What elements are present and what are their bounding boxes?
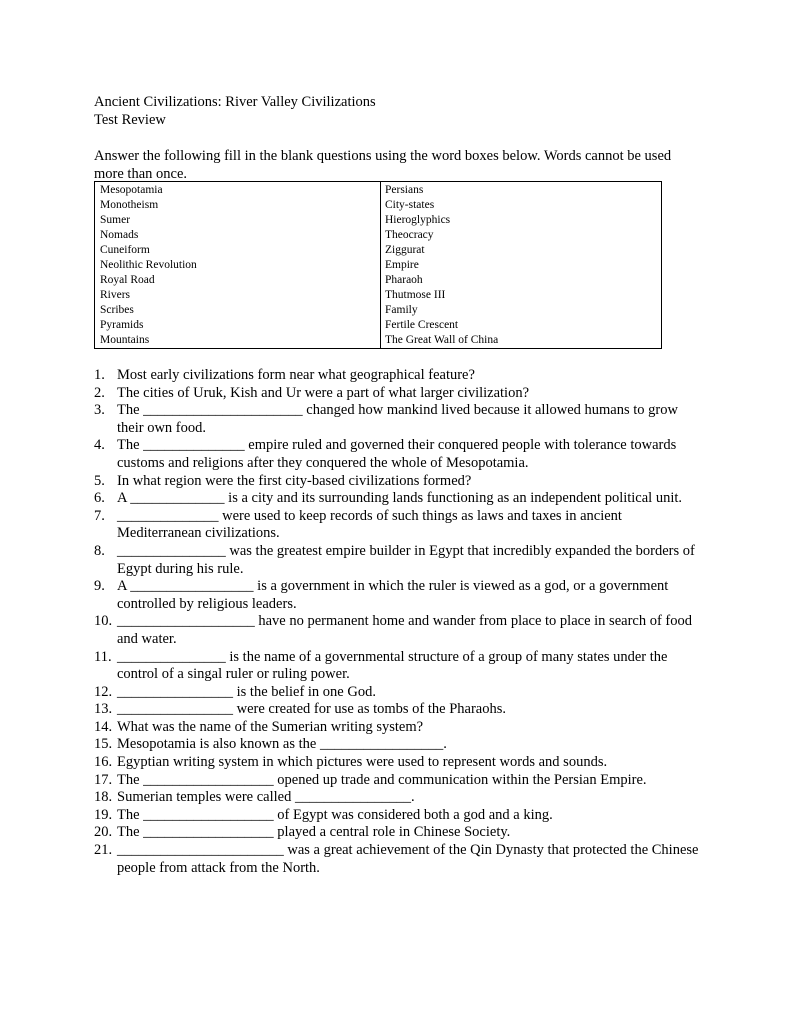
question-text: The __________________ of Egypt was considered both a god and a king. bbox=[117, 806, 553, 823]
question-number: 10. bbox=[94, 613, 113, 630]
word-box-item: Rivers bbox=[100, 289, 131, 301]
word-box-item: Mountains bbox=[100, 334, 150, 346]
question-item bbox=[94, 842, 704, 877]
question-item bbox=[94, 473, 704, 491]
word-box-item: Scribes bbox=[100, 304, 134, 316]
question-text: What was the name of the Sumerian writing system? bbox=[117, 718, 424, 735]
question-text: _______________________ was a great achievement of the Qin Dynasty that protected the Chinese people from attack from the North. bbox=[117, 842, 699, 876]
question-text: _______________ is the name of a governmental structure of a group of many states under the control of a singal ruler or ruling power. bbox=[117, 648, 668, 683]
instructions-text: Answer the following fill in the blank questions using the word boxes below. Words cannot be used more than once. bbox=[94, 148, 672, 182]
question-number: 19. bbox=[94, 806, 113, 823]
question-item bbox=[94, 490, 704, 508]
question-item bbox=[94, 402, 704, 437]
question-item bbox=[94, 772, 704, 790]
question-text: _______________ was the greatest empire builder in Egypt that incredibly expanded the borders of Egypt during his rule. bbox=[117, 542, 695, 577]
question-number: 18. bbox=[94, 789, 113, 806]
word-box-item: Pyramids bbox=[100, 319, 144, 331]
word-box-item: Fertile Crescent bbox=[385, 319, 459, 331]
word-box-item: Sumer bbox=[100, 214, 131, 226]
question-text: Mesopotamia is also known as the _________________. bbox=[117, 736, 447, 753]
document-subtitle: Test Review bbox=[94, 112, 166, 128]
word-box-item: City-states bbox=[385, 199, 435, 211]
question-item bbox=[94, 385, 704, 403]
word-box-item: Pharaoh bbox=[385, 274, 423, 286]
question-text: A _________________ is a government in which the ruler is viewed as a god, or a government controlled by religious leaders. bbox=[117, 578, 669, 612]
word-box-item: Empire bbox=[385, 259, 419, 271]
word-box-left-column bbox=[100, 183, 197, 348]
question-item bbox=[94, 807, 704, 825]
question-number: 15. bbox=[94, 736, 113, 753]
word-box-item: Mesopotamia bbox=[100, 184, 163, 196]
question-item bbox=[94, 719, 704, 737]
word-box-divider bbox=[380, 182, 381, 348]
question-number: 5. bbox=[94, 472, 105, 489]
question-text: ___________________ have no permanent home and wander from place to place in search of food and water. bbox=[117, 613, 692, 647]
word-box-item: Theocracy bbox=[385, 229, 434, 241]
word-box bbox=[94, 181, 662, 349]
word-box-item: Thutmose III bbox=[385, 289, 446, 301]
question-item bbox=[94, 701, 704, 719]
question-item bbox=[94, 754, 704, 772]
question-item bbox=[94, 684, 704, 702]
word-box-item: Monotheism bbox=[100, 199, 159, 211]
question-text: ______________ were used to keep records of such things as laws and taxes in ancient Mediterranean civilizations. bbox=[117, 507, 622, 542]
question-number: 7. bbox=[94, 507, 105, 524]
question-text: The cities of Uruk, Kish and Ur were a part of what larger civilization? bbox=[117, 384, 530, 401]
question-number: 17. bbox=[94, 771, 113, 788]
document-title: Ancient Civilizations: River Valley Civilizations bbox=[94, 94, 376, 110]
word-box-item: Family bbox=[385, 304, 418, 316]
word-box-item: The Great Wall of China bbox=[385, 334, 499, 346]
question-number: 21. bbox=[94, 842, 113, 859]
question-text: The ______________ empire ruled and governed their conquered people with tolerance towards customs and religions after they conquered the whole of Mesopotamia. bbox=[117, 437, 677, 471]
question-item bbox=[94, 437, 704, 472]
word-box-item: Nomads bbox=[100, 229, 139, 241]
question-text: A _____________ is a city and its surrounding lands functioning as an independent political unit. bbox=[117, 490, 683, 507]
word-box-item: Ziggurat bbox=[385, 244, 425, 256]
question-item bbox=[94, 736, 704, 754]
question-text: Most early civilizations form near what geographical feature? bbox=[117, 367, 475, 383]
question-text: The __________________ opened up trade and communication within the Persian Empire. bbox=[117, 771, 647, 788]
question-text: Sumerian temples were called ________________. bbox=[117, 789, 415, 806]
word-box-item: Hieroglyphics bbox=[385, 214, 451, 226]
question-item bbox=[94, 578, 704, 613]
question-number: 6. bbox=[94, 490, 105, 507]
question-list bbox=[94, 367, 704, 877]
question-text: The __________________ played a central role in Chinese Society. bbox=[117, 824, 511, 841]
question-text: In what region were the first city-based civilizations formed? bbox=[117, 472, 472, 489]
question-number: 1. bbox=[94, 367, 105, 383]
question-text: ________________ were created for use as tombs of the Pharaohs. bbox=[117, 701, 506, 718]
question-item bbox=[94, 789, 704, 807]
question-item bbox=[94, 613, 704, 648]
question-number: 2. bbox=[94, 384, 105, 401]
question-item bbox=[94, 367, 704, 385]
question-number: 20. bbox=[94, 824, 113, 841]
question-number: 9. bbox=[94, 578, 105, 595]
word-box-item: Persians bbox=[385, 184, 424, 196]
word-box-item: Royal Road bbox=[100, 274, 155, 286]
question-number: 16. bbox=[94, 754, 113, 771]
question-number: 12. bbox=[94, 683, 113, 700]
question-number: 13. bbox=[94, 701, 113, 718]
word-box-item: Cuneiform bbox=[100, 244, 150, 256]
question-number: 4. bbox=[94, 437, 105, 454]
word-box-right-column bbox=[385, 183, 498, 348]
question-number: 8. bbox=[94, 542, 105, 559]
question-text: Egyptian writing system in which pictures were used to represent words and sounds. bbox=[117, 754, 608, 771]
question-text: The ______________________ changed how mankind lived because it allowed humans to grow their own food. bbox=[117, 402, 678, 436]
question-item bbox=[94, 508, 704, 543]
question-item bbox=[94, 543, 704, 578]
word-box-item: Neolithic Revolution bbox=[100, 259, 197, 271]
question-text: ________________ is the belief in one God. bbox=[117, 683, 376, 700]
question-item bbox=[94, 824, 704, 842]
question-item bbox=[94, 649, 704, 684]
question-number: 11. bbox=[94, 648, 112, 665]
question-number: 14. bbox=[94, 718, 113, 735]
question-number: 3. bbox=[94, 402, 105, 419]
